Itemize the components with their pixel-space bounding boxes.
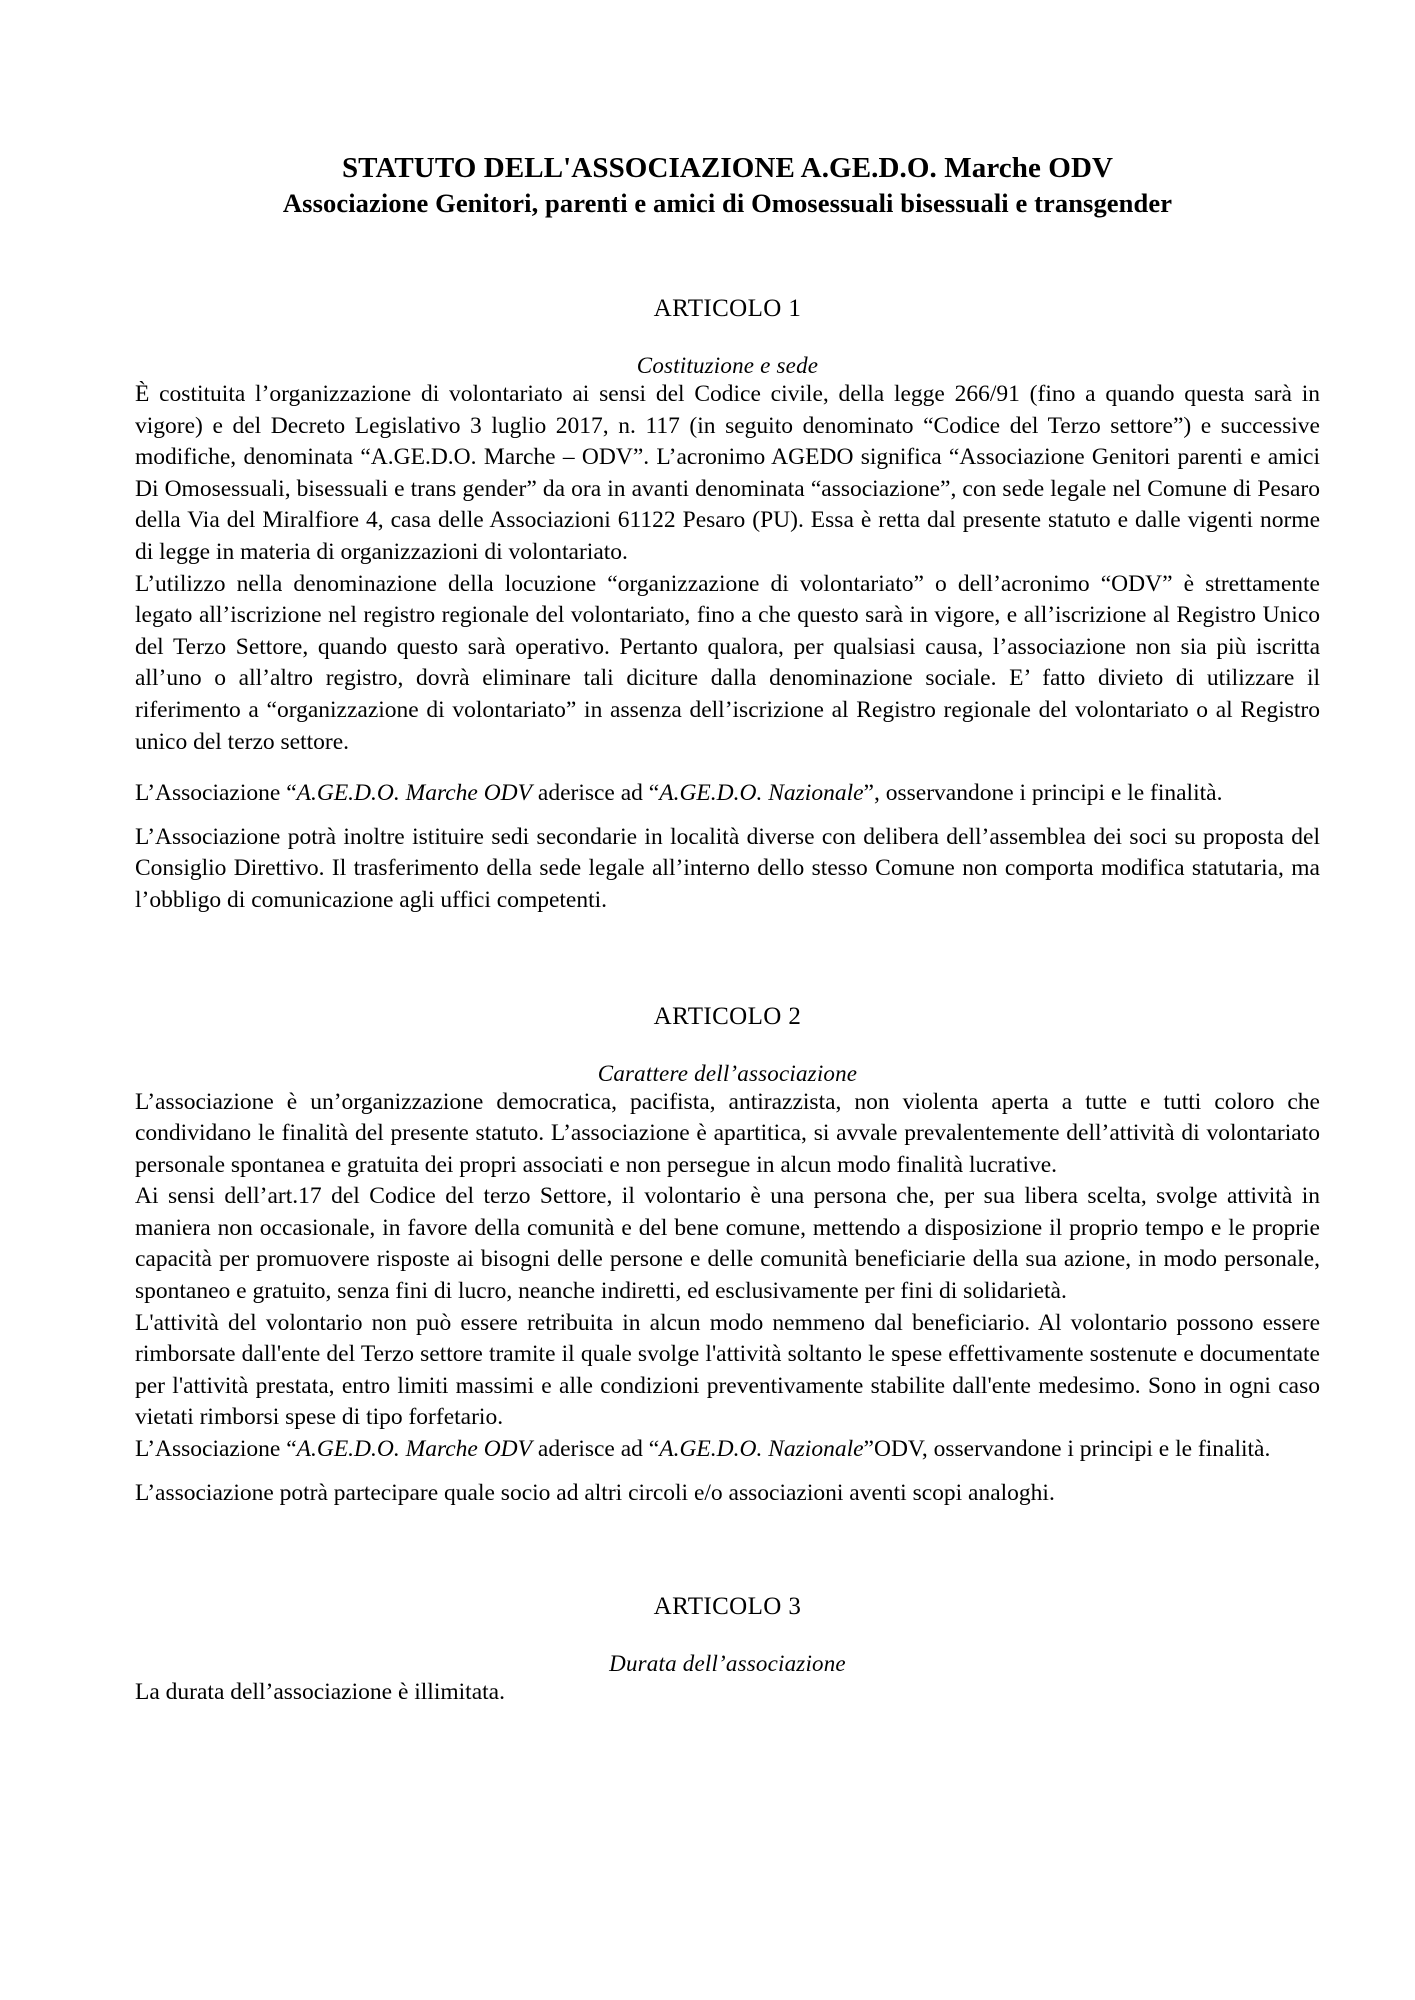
article-1-adherence-paragraph	[135, 778, 1320, 810]
article-1-paragraph-1: È costituita l’organizzazione di volontariato ai sensi del Codice civile, della legge 266/91 (fino a quando questa sarà in vigore) e del Decreto Legislativo 3 luglio 2017, n. 117 (in seguito denominato “Codice del Terzo settore”) e successive modifiche, denominata “A.GE.D.O. Marche – ODV”. L’acronimo AGEDO significa “Associazione Genitori parenti e amici Di Omosessuali, bisessuali e trans gender” da ora in avanti denominata “associazione”, con sede legale nel Comune di Pesaro della Via del Miralfiore 4, casa delle Associazioni 61122 Pesaro (PU). Essa è retta dal presente statuto e dalle vigenti norme di legge in materia di organizzazioni di volontariato.	[135, 381, 1320, 565]
adherence-2-middle: aderisce ad “	[532, 1436, 660, 1463]
article-heading-2: ARTICOLO 2	[653, 1002, 802, 1030]
adherence-2-italic-nazionale: A.GE.D.O. Nazionale	[659, 1436, 864, 1463]
article-heading-1: ARTICOLO 1	[653, 295, 802, 323]
article-subtitle-2: Carattere dell’associazione	[597, 1060, 858, 1086]
article-1-paragraph-2: L’utilizzo nella denominazione della locuzione “organizzazione di volontariato” o dell’acronimo “ODV” è strettamente legato all’iscrizione nel registro regionale del volontariato, fino a che questo sarà in vigore, e all’iscrizione al Registro Unico del Terzo Settore, quando questo sarà operativo. Pertanto qualora, per qualsiasi causa, l’associazione non sia più iscritta all’uno o all’altro registro, dovrà eliminare tali diciture dalla denominazione sociale. E’ fatto divieto di utilizzare il riferimento a “organizzazione di volontariato” in assenza dell’iscrizione al Registro regionale del volontariato o al Registro unico del terzo settore.	[135, 570, 1320, 755]
page-title	[135, 150, 1320, 221]
article-3-paragraph-1: La durata dell’associazione è illimitata.	[135, 1679, 505, 1706]
article-2-paragraph-1: L’associazione è un’organizzazione democratica, pacifista, antirazzista, non violenta aperta a tutte e tutti coloro che condividano le finalità del presente statuto. L’associazione è apartitica, si avvale prevalentemente dell’attività di volontariato personale spontanea e gratuita dei propri associati e non persegue in alcun modo finalità lucrative.	[135, 1088, 1320, 1178]
article-1-paragraph-3: L’Associazione potrà inoltre istituire sedi secondarie in località diverse con delibera dell’assemblea dei soci su proposta del Consiglio Direttivo. Il trasferimento della sede legale all’interno dello stesso Comune non comporta modifica statutaria, ma l’obbligo di comunicazione agli uffici competenti.	[135, 823, 1320, 913]
adherence-1-tail: ”, osservandone i principi e le finalità.	[863, 780, 1223, 807]
document-title-line-2: Associazione Genitori, parenti e amici di Omosessuali bisessuali e transgender	[282, 188, 1173, 219]
adherence-1-lead: L’Associazione “	[135, 780, 297, 807]
adherence-2-tail: ”ODV, osservandone i principi e le finalità.	[863, 1436, 1271, 1463]
adherence-1-italic-marche: A.GE.D.O. Marche ODV	[296, 780, 533, 807]
adherence-1-italic-nazionale: A.GE.D.O. Nazionale	[659, 780, 864, 807]
adherence-2-lead: L’Associazione “	[135, 1436, 297, 1463]
adherence-2-italic-marche: A.GE.D.O. Marche ODV	[296, 1436, 533, 1463]
article-subtitle-1: Costituzione e sede	[636, 353, 819, 379]
article-2-paragraph-3: L'attività del volontario non può essere retribuita in alcun modo nemmeno dal beneficiario. Al volontario possono essere rimborsate dall'ente del Terzo settore tramite il quale svolge l'attività soltanto le spese effettivamente sostenute e documentate per l'attività prestata, entro limiti massimi e alle condizioni preventivamente stabilite dall'ente medesimo. Sono in ogni caso vietati rimborsi spese di tipo forfetario.	[135, 1309, 1320, 1431]
article-2-paragraph-2: Ai sensi dell’art.17 del Codice del terzo Settore, il volontario è una persona che, per sua libera scelta, svolge attività in maniera non occasionale, in favore della comunità e del bene comune, mettendo a disposizione il proprio tempo e le proprie capacità per promuovere risposte ai bisogni delle persone e delle comunità beneficiarie della sua azione, in modo personale, spontaneo e gratuito, senza fini di lucro, neanche indiretti, ed esclusivamente per fini di solidarietà.	[135, 1183, 1320, 1305]
document-title-line-1: STATUTO DELL'ASSOCIAZIONE A.GE.D.O. Marche ODV	[341, 152, 1114, 184]
article-2-closing-paragraph: L’associazione potrà partecipare quale socio ad altri circoli e/o associazioni aventi scopi analoghi.	[135, 1479, 1055, 1506]
article-heading-3: ARTICOLO 3	[653, 1593, 802, 1621]
article-subtitle-3: Durata dell’associazione	[609, 1651, 846, 1677]
article-2-adherence-paragraph	[135, 1434, 1320, 1466]
adherence-1-middle: aderisce ad “	[532, 780, 660, 807]
